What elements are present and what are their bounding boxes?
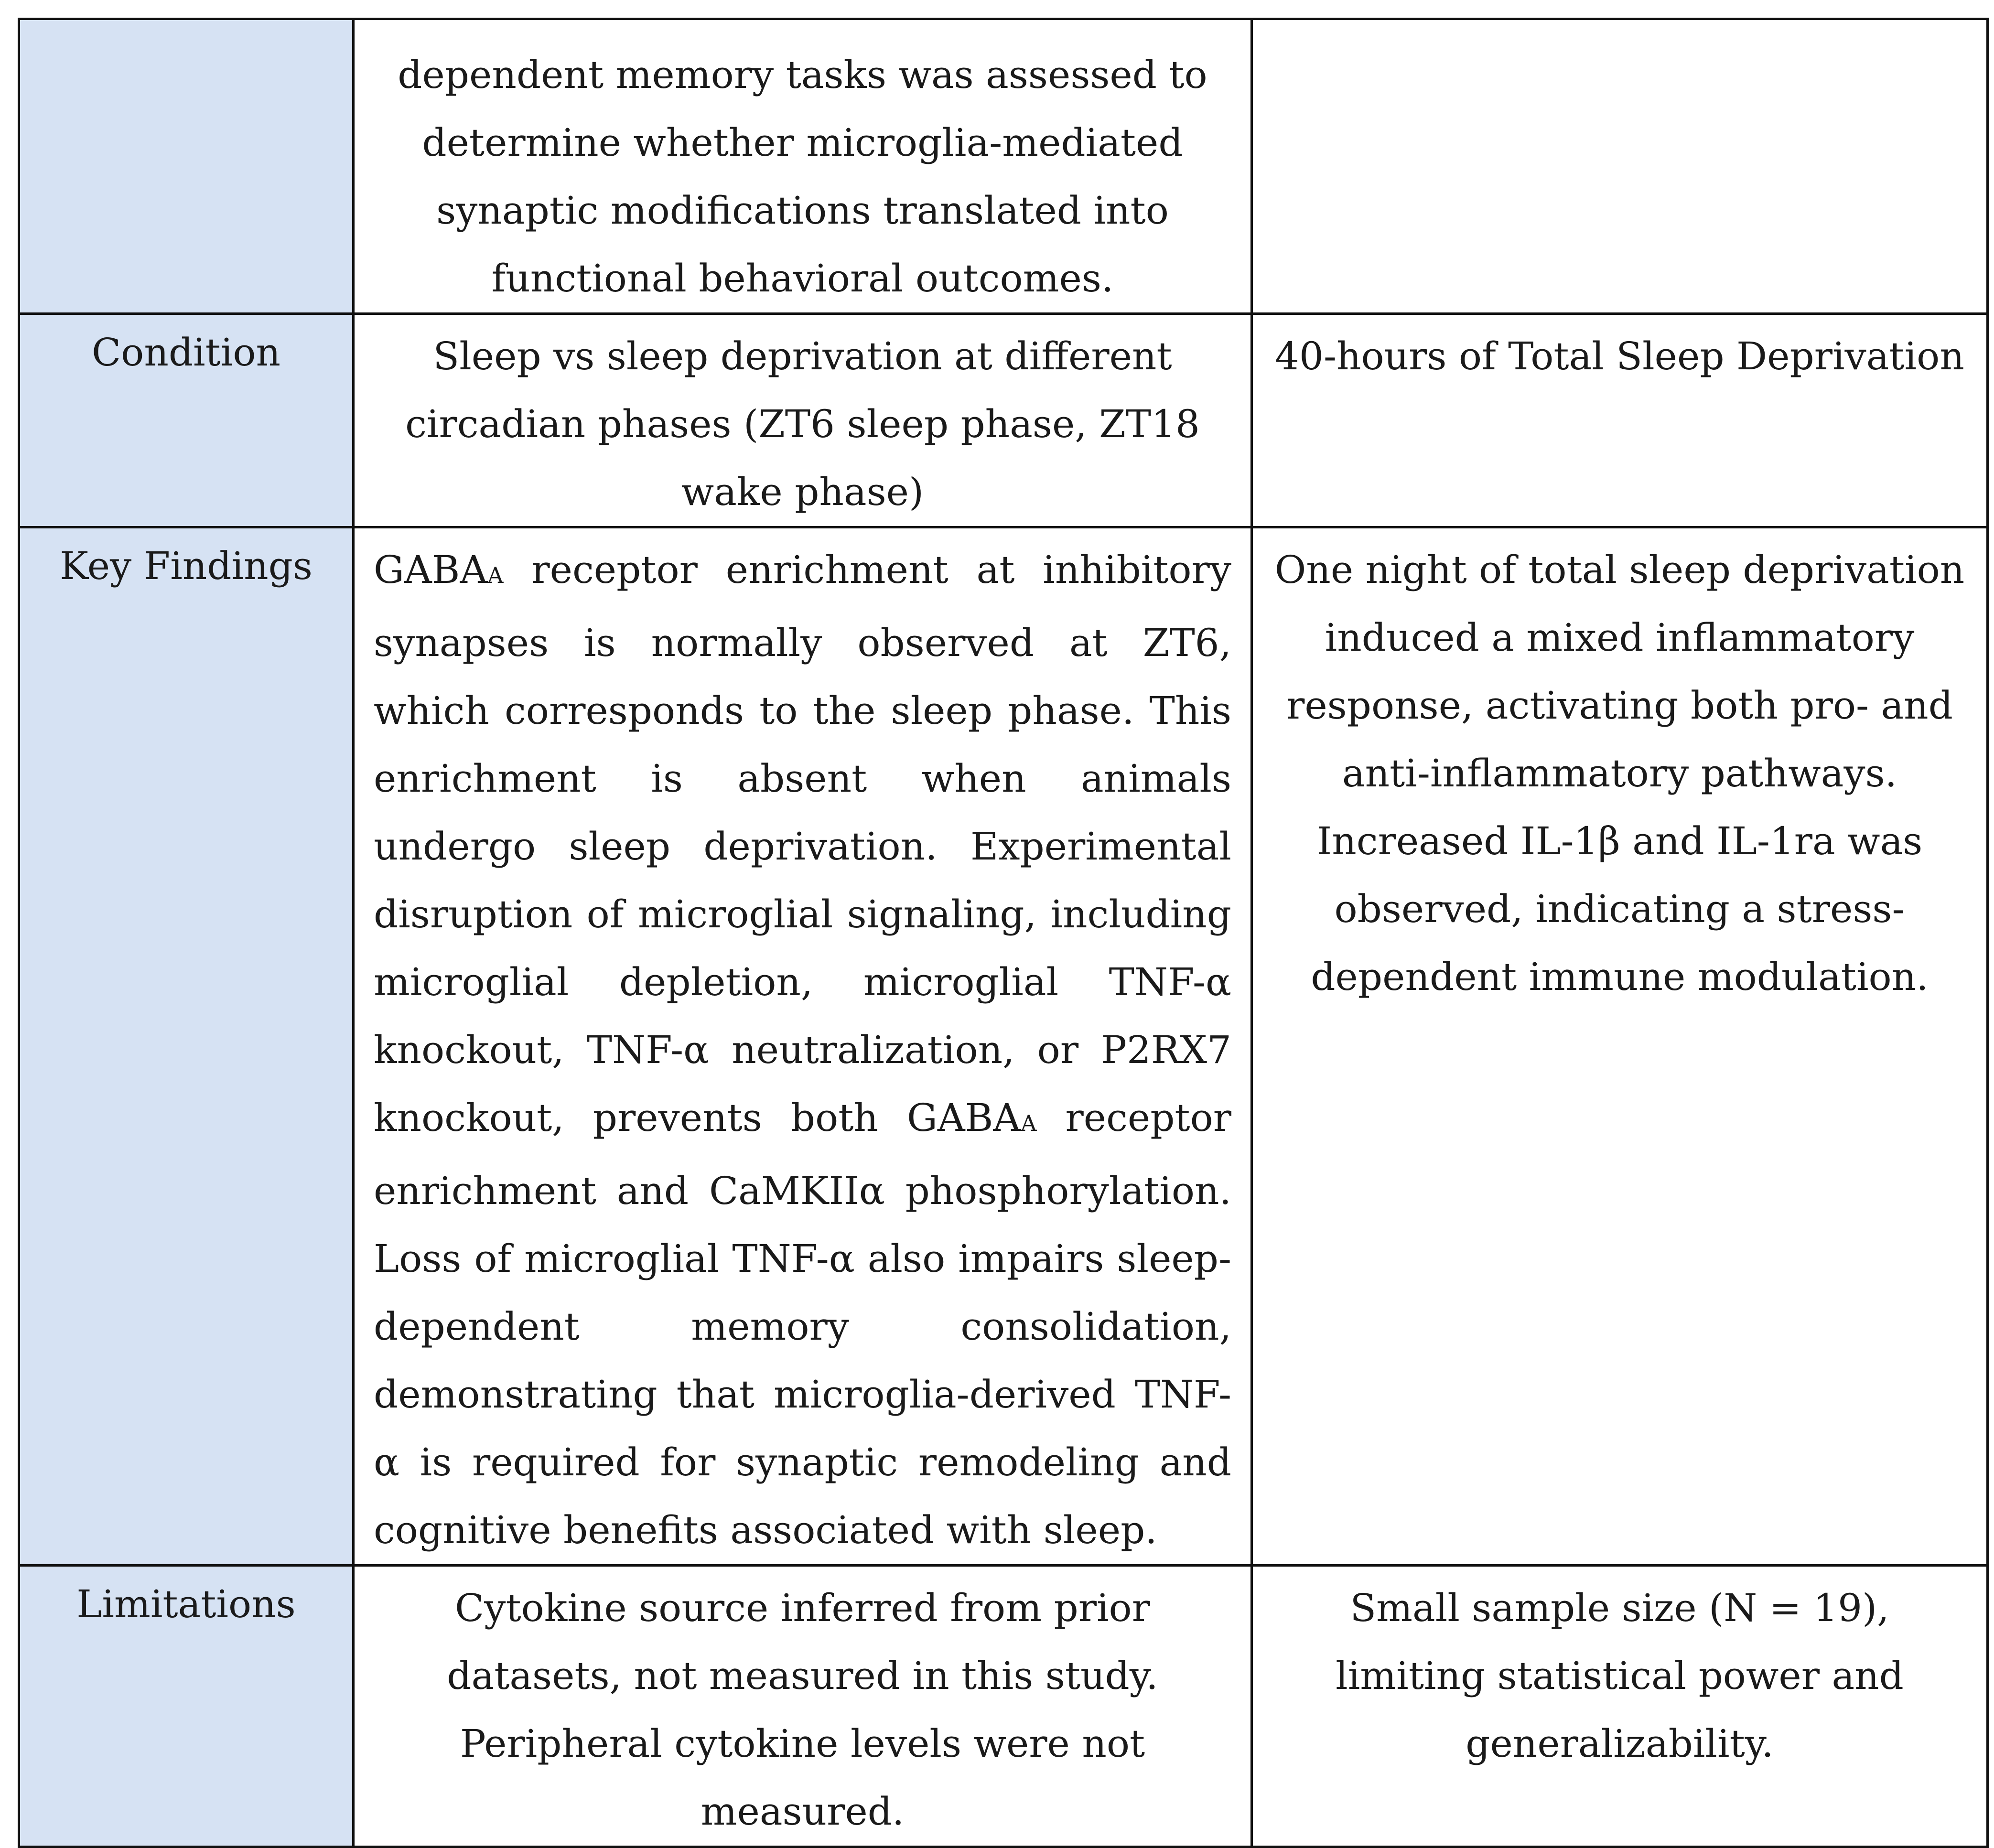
findings-text-part3: receptor enrichment and CaMKIIα phosphorylation. Loss of microglial TNF-α also impairs sleep-dependent memory consolidation, demonstrating that microglia-derived TNF-α is required for synaptic remodeling and cognitive benefits associated with sleep. — [374, 1096, 1231, 1552]
row-label-limitations: Limitations — [19, 1566, 354, 1847]
study-comparison-table — [18, 18, 1989, 1848]
table-row-key-findings — [19, 527, 1988, 1566]
findings-subscript-1: A — [487, 562, 504, 588]
table-row-condition — [19, 314, 1988, 527]
findings-text-part2: receptor enrichment at inhibitory synapses is normally observed at ZT6, which corresponds to the sleep phase. This enrichment is absent when animals undergo sleep deprivation. Experimental disruption of microglial signaling, including microglial depletion, microglial TNF-α knockout, TNF-α neutralization, or P2RX7 knockout, prevents both GABA — [374, 548, 1231, 1140]
key-findings-study1-cell — [354, 527, 1252, 1566]
continued-study2-cell — [1252, 19, 1988, 314]
limitations-study2-cell: Small sample size (N = 19), limiting statistical power and generalizability. — [1252, 1566, 1988, 1847]
table-row-limitations — [19, 1566, 1988, 1847]
condition-study2-cell: 40-hours of Total Sleep Deprivation — [1252, 314, 1988, 527]
findings-text-part1: GABA — [374, 548, 488, 592]
row-label-condition: Condition — [19, 314, 354, 527]
limitations-study1-cell: Cytokine source inferred from prior datasets, not measured in this study. Peripheral cytokine levels were not measured. — [354, 1566, 1252, 1847]
row-label-continued — [19, 19, 354, 314]
continued-study1-cell: dependent memory tasks was assessed to determine whether microglia-mediated synaptic modifications translated into functional behavioral outcomes. — [354, 19, 1252, 314]
row-label-key-findings: Key Findings — [19, 527, 354, 1566]
table-row-continued — [19, 19, 1988, 314]
condition-study1-cell: Sleep vs sleep deprivation at different circadian phases (ZT6 sleep phase, ZT18 wake phase) — [354, 314, 1252, 527]
findings-subscript-2: A — [1021, 1110, 1037, 1136]
key-findings-study2-cell: One night of total sleep deprivation induced a mixed inflammatory response, activating both pro- and anti-inflammatory pathways. Increased IL-1β and IL-1ra was observed, indicating a stress-dependent immune modulation. — [1252, 527, 1988, 1566]
